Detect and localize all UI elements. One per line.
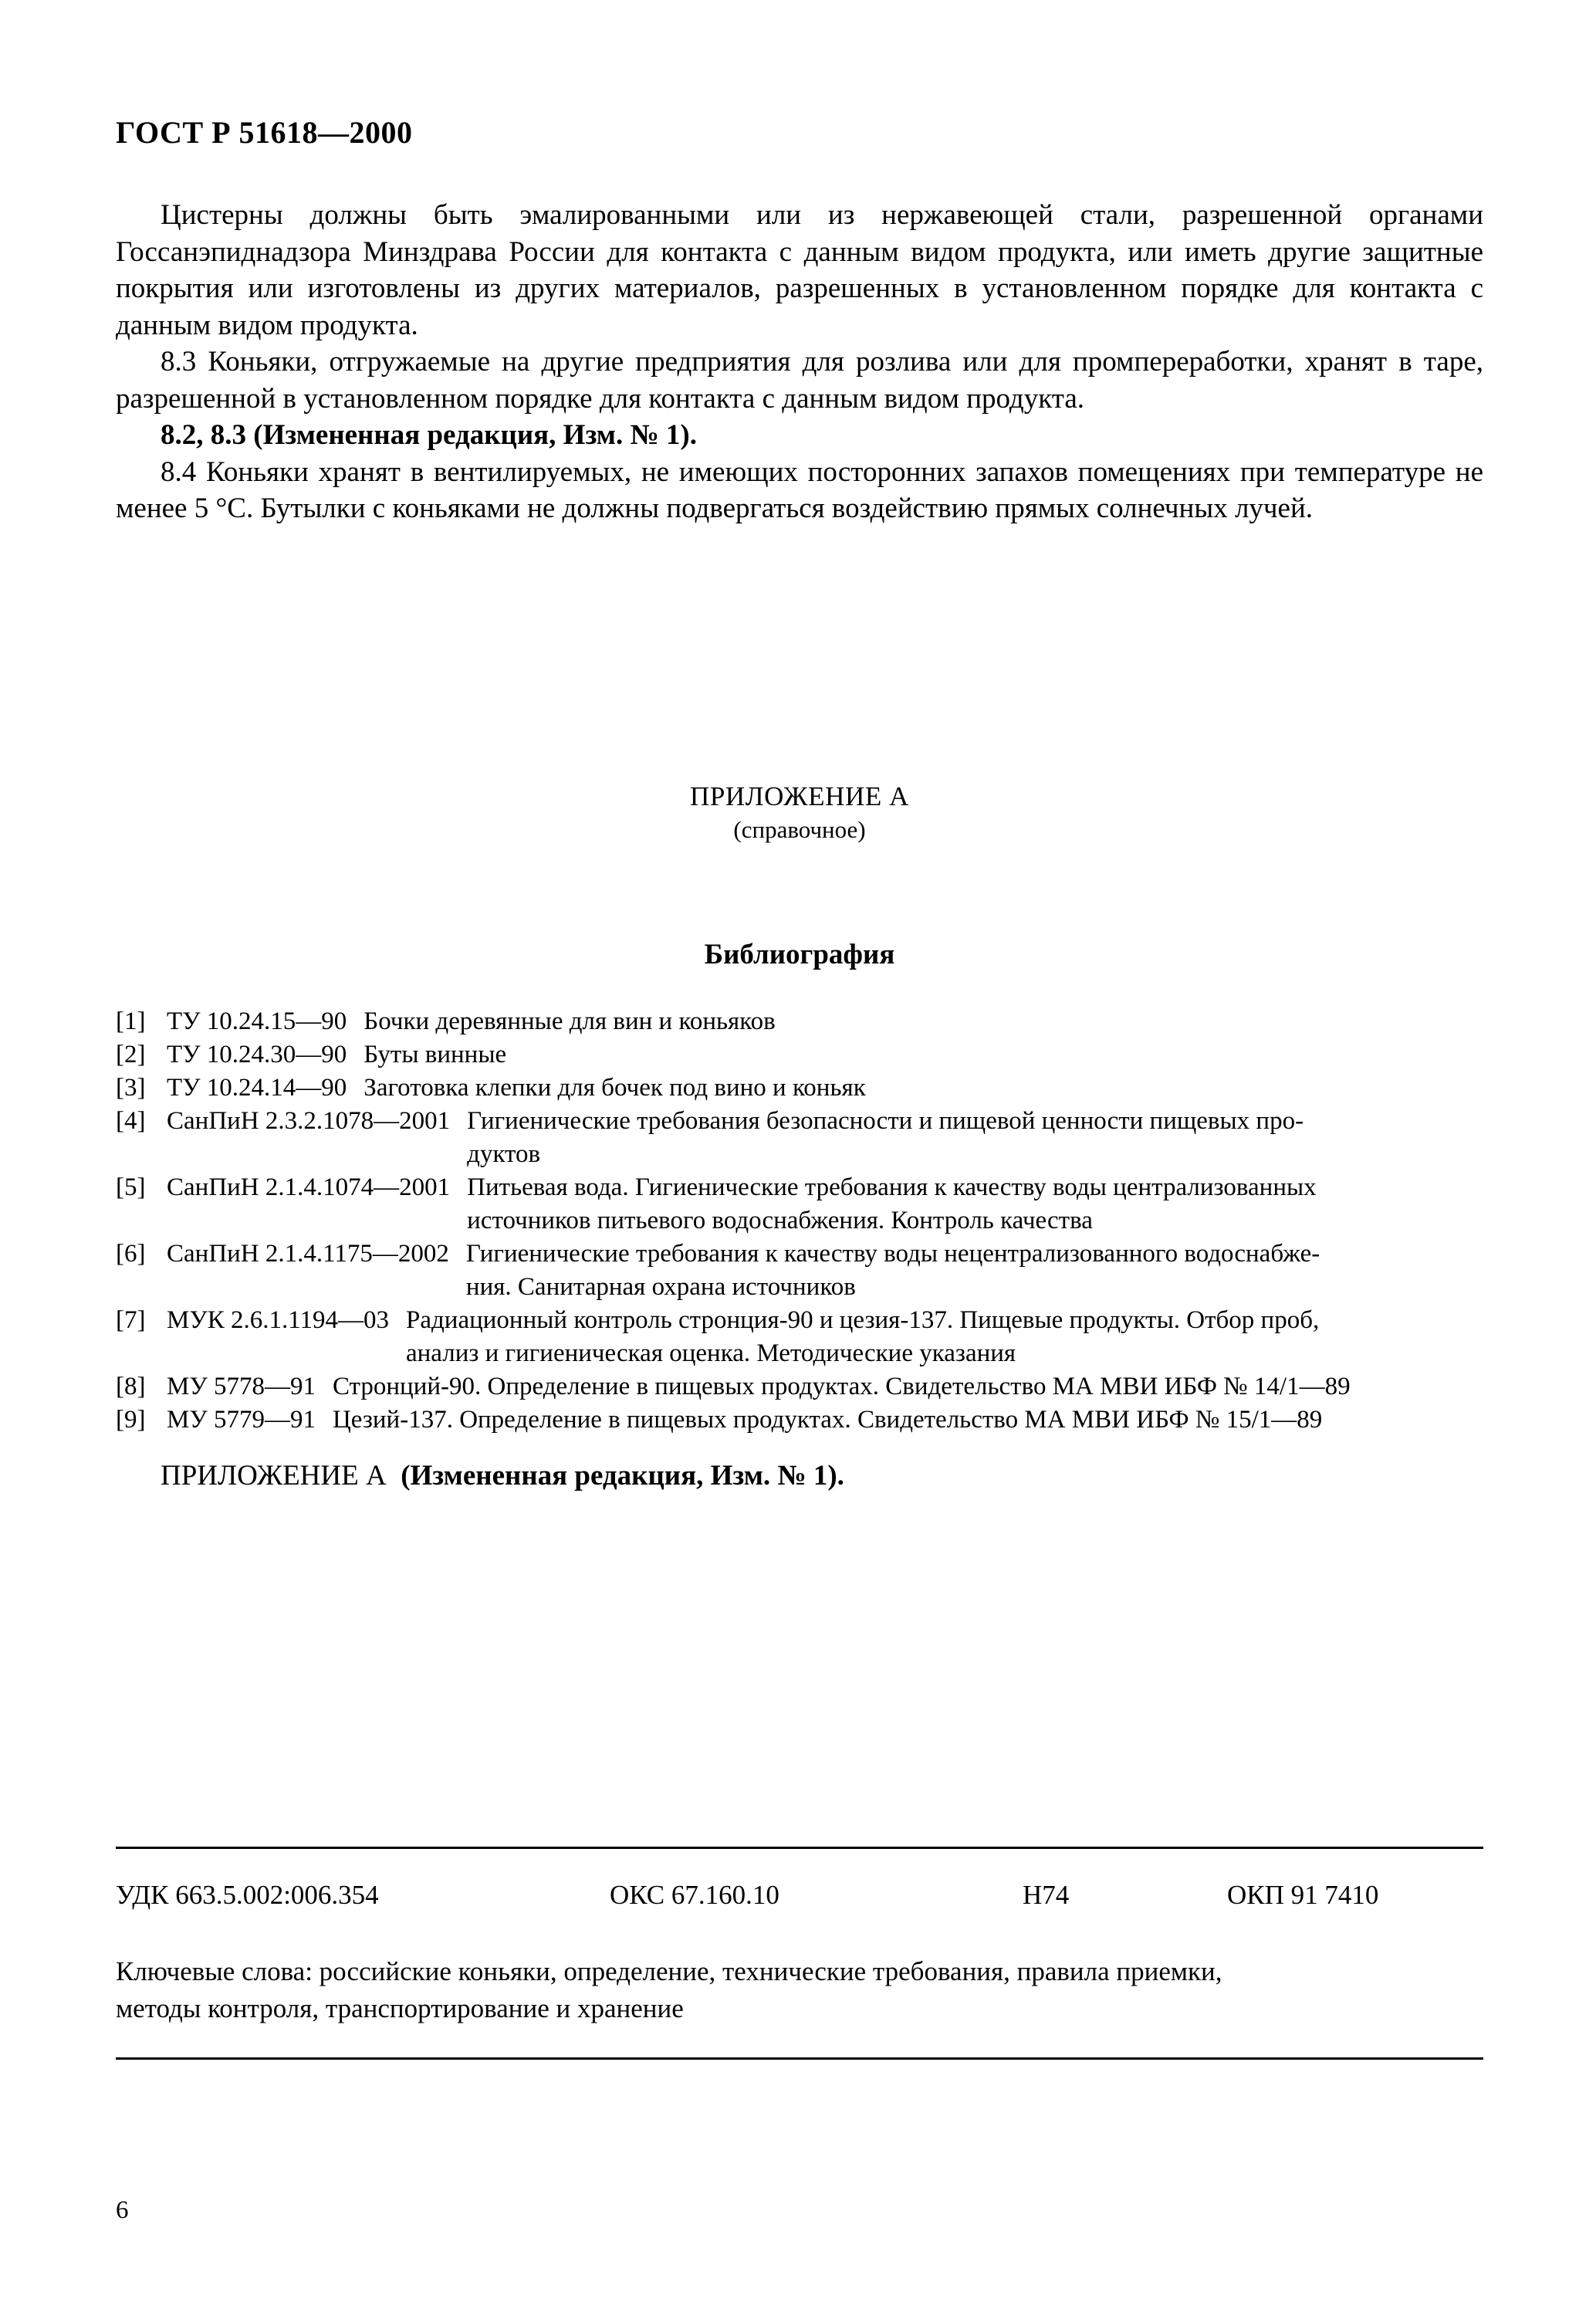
bibliography-entry-title-line: дуктов xyxy=(467,1140,541,1168)
appendix-heading xyxy=(116,780,1483,846)
bibliography-entry-code: МУК 2.6.1.1194—03 xyxy=(167,1306,389,1334)
bibliography-entry xyxy=(116,1304,1483,1370)
bibliography-entry-title xyxy=(467,1105,1483,1171)
paragraph-8-2-continuation: Цистерны должны быть эмалированными или из нержавеющей стали, разрешенной органами Госсанэпиднадзора Минздрава России для контакта с данным видом продукта, или иметь другие защитные покрытия или изготовлены из других материалов, разрешенных в установленном порядке для контакта с данным видом продукта. xyxy=(116,199,1483,341)
bibliography-entry-title xyxy=(363,1072,1483,1105)
bibliography-entry xyxy=(116,1370,1483,1403)
bibliography-entry-number: [8] xyxy=(116,1373,146,1400)
bibliography-entry-code: ТУ 10.24.14—90 xyxy=(167,1074,347,1102)
bibliography-entry-code: МУ 5778—91 xyxy=(167,1373,316,1400)
appendix-revision-note-prefix: ПРИЛОЖЕНИЕ А xyxy=(161,1460,387,1492)
group-code: Н74 xyxy=(1023,1880,1070,1910)
bibliography-entry xyxy=(116,1038,1483,1072)
bibliography-entry-title xyxy=(333,1403,1483,1437)
appendix-subtitle: (справочное) xyxy=(733,816,866,843)
bibliography-entry-number: [6] xyxy=(116,1240,146,1268)
bibliography-entry-title xyxy=(406,1304,1483,1370)
bibliography-entry xyxy=(116,1403,1483,1437)
bibliography-entry-title-line: Заготовка клепки для бочек под вино и коньяк xyxy=(363,1074,866,1102)
footer-rule-top xyxy=(116,1847,1483,1849)
udk-code: УДК 663.5.002:006.354 xyxy=(116,1880,379,1910)
bibliography-entry-title-line: Цезий-137. Определение в пищевых продуктах. Свидетельство МА МВИ ИБФ № 15/1—89 xyxy=(332,1406,1323,1434)
bibliography-entry-number: [9] xyxy=(116,1406,146,1434)
appendix-revision-note xyxy=(116,1459,1483,1492)
appendix-title: ПРИЛОЖЕНИЕ А xyxy=(689,781,910,811)
footer-rule-bottom xyxy=(116,2057,1483,2060)
bibliography-entry-title xyxy=(467,1171,1483,1238)
bibliography-entry xyxy=(116,1072,1483,1105)
classification-codes-row xyxy=(116,1880,1483,1918)
bibliography-entry-code: СанПиН 2.1.4.1175—2002 xyxy=(167,1240,449,1268)
bibliography-entry-title-line: Питьевая вода. Гигиенические требования к качеству воды централизованных xyxy=(467,1173,1317,1201)
bibliography-entry xyxy=(116,1171,1483,1238)
bibliography-entry-title xyxy=(363,1038,1483,1072)
bibliography-entry-title xyxy=(363,1005,1483,1038)
bibliography-entry-number: [7] xyxy=(116,1306,146,1334)
bibliography-entry-title-line: Гигиенические требования безопасности и пищевой ценности пищевых про- xyxy=(467,1107,1304,1135)
bibliography-entry-title-line: Стронций-90. Определение в пищевых продуктах. Свидетельство МА МВИ ИБФ № 14/1—89 xyxy=(332,1373,1351,1400)
bibliography-entry-title-line: анализ и гигиеническая оценка. Методические указания xyxy=(406,1339,1016,1367)
bibliography-entry xyxy=(116,1238,1483,1304)
revision-note-8-2-8-3: 8.2, 8.3 (Измененная редакция, Изм. № 1). xyxy=(161,419,697,451)
bibliography-entry-title-line: Буты винные xyxy=(363,1041,507,1068)
bibliography-entry-code: СанПиН 2.1.4.1074—2001 xyxy=(167,1173,451,1201)
bibliography-entry-title-line: источников питьевого водоснабжения. Контроль качества xyxy=(467,1207,1093,1234)
keywords-line-1: Ключевые слова: российские коньяки, определение, технические требования, правила приемки, xyxy=(116,1956,1222,1986)
bibliography-entry-code: МУ 5779—91 xyxy=(167,1406,316,1434)
okp-code: ОКП 91 7410 xyxy=(1227,1880,1379,1910)
bibliography-entry-number: [4] xyxy=(116,1107,146,1135)
oks-code: ОКС 67.160.10 xyxy=(610,1880,779,1910)
bibliography-entry-number: [5] xyxy=(116,1173,146,1201)
bibliography-entry-number: [1] xyxy=(116,1007,146,1035)
keywords-line-2: методы контроля, транспортирование и хранение xyxy=(116,1993,684,2023)
bibliography-entry-number: [3] xyxy=(116,1074,146,1102)
bibliography-list xyxy=(116,1005,1483,1437)
bibliography-entry-title xyxy=(333,1370,1483,1403)
standard-designation-header: ГОСТ Р 51618—2000 xyxy=(116,115,413,150)
bibliography-entry-title-line: Бочки деревянные для вин и коньяков xyxy=(363,1007,776,1035)
body-text-block xyxy=(116,197,1483,527)
paragraph-8-4: 8.4 Коньяки хранят в вентилируемых, не имеющих посторонних запахов помещениях при температуре не менее 5 °C. Бутылки с коньяками не должны подвергаться воздействию прямых солнечных лучей. xyxy=(116,455,1483,524)
bibliography-entry-number: [2] xyxy=(116,1041,146,1068)
bibliography-title: Библиография xyxy=(704,939,895,970)
bibliography-entry-title xyxy=(466,1238,1483,1304)
bibliography-entry-code: СанПиН 2.3.2.1078—2001 xyxy=(167,1107,451,1135)
bibliography-entry-title-line: Гигиенические требования к качеству воды нецентрализованного водоснабже- xyxy=(465,1240,1320,1268)
page-content xyxy=(116,0,1483,2316)
bibliography-entry-title-line: ния. Санитарная охрана источников xyxy=(465,1273,856,1301)
bibliography-entry-code: ТУ 10.24.15—90 xyxy=(167,1007,347,1035)
bibliography-entry-code: ТУ 10.24.30—90 xyxy=(167,1041,347,1068)
paragraph-8-3: 8.3 Коньяки, отгружаемые на другие предприятия для розлива или для промпереработки, хранят в таре, разрешенной в установленном порядке для контакта с данным видом продукта. xyxy=(116,346,1483,415)
appendix-revision-note-bold: (Измененная редакция, Изм. № 1). xyxy=(401,1460,844,1492)
keywords-block xyxy=(116,1953,1483,2027)
bibliography-entry xyxy=(116,1105,1483,1171)
bibliography-entry xyxy=(116,1005,1483,1038)
page-number: 6 xyxy=(116,2196,129,2224)
bibliography-entry-title-line: Радиационный контроль стронция-90 и цезия-137. Пищевые продукты. Отбор проб, xyxy=(406,1306,1320,1334)
